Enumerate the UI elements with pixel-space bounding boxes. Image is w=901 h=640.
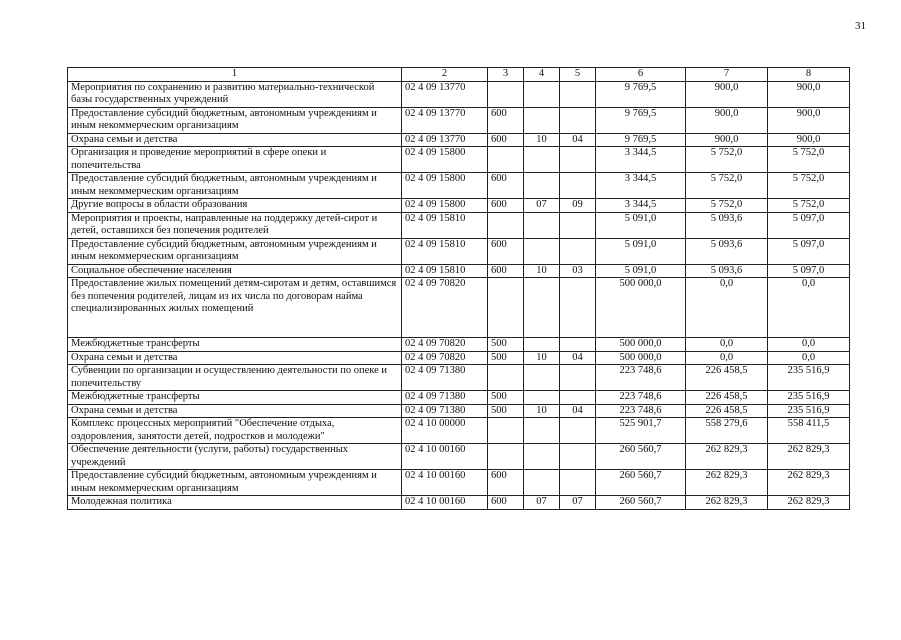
code-cell: 02 4 09 70820	[402, 351, 488, 365]
code-cell: 02 4 09 71380	[402, 404, 488, 418]
rz-cell: 07	[524, 496, 560, 510]
pr-cell	[560, 418, 596, 444]
value-2025-cell: 525 901,7	[596, 418, 686, 444]
table-row	[68, 212, 850, 238]
table-row	[68, 351, 850, 365]
table-row	[68, 404, 850, 418]
pr-cell: 09	[560, 199, 596, 213]
value-2025-cell: 5 091,0	[596, 212, 686, 238]
value-2026-cell: 5 752,0	[686, 147, 768, 173]
value-2027-cell: 235 516,9	[768, 365, 850, 391]
table-row	[68, 199, 850, 213]
value-2026-cell: 5 093,6	[686, 212, 768, 238]
table-header-row	[68, 68, 850, 82]
code-cell: 02 4 09 70820	[402, 278, 488, 338]
pr-cell	[560, 147, 596, 173]
pr-cell: 04	[560, 351, 596, 365]
header-cell: 2	[402, 68, 488, 82]
value-2025-cell: 223 748,6	[596, 404, 686, 418]
vr-cell: 500	[488, 391, 524, 405]
vr-cell	[488, 81, 524, 107]
value-2026-cell: 558 279,6	[686, 418, 768, 444]
value-2026-cell: 226 458,5	[686, 404, 768, 418]
name-cell: Охрана семьи и детства	[68, 404, 402, 418]
vr-cell: 500	[488, 351, 524, 365]
table-row	[68, 444, 850, 470]
rz-cell	[524, 365, 560, 391]
vr-cell	[488, 212, 524, 238]
value-2026-cell: 226 458,5	[686, 391, 768, 405]
value-2025-cell: 5 091,0	[596, 238, 686, 264]
value-2025-cell: 260 560,7	[596, 470, 686, 496]
vr-cell	[488, 444, 524, 470]
vr-cell: 600	[488, 496, 524, 510]
rz-cell: 10	[524, 351, 560, 365]
value-2027-cell: 5 752,0	[768, 173, 850, 199]
rz-cell	[524, 212, 560, 238]
value-2026-cell: 262 829,3	[686, 444, 768, 470]
name-cell: Комплекс процессных мероприятий "Обеспечение отдыха, оздоровления, занятости детей, подростков и молодежи"	[68, 418, 402, 444]
table-row	[68, 496, 850, 510]
pr-cell	[560, 444, 596, 470]
header-cell: 4	[524, 68, 560, 82]
table-row	[68, 338, 850, 352]
code-cell: 02 4 09 15800	[402, 199, 488, 213]
name-cell: Предоставление субсидий бюджетным, автономным учреждениям и иным некоммерческим организациям	[68, 470, 402, 496]
header-cell: 1	[68, 68, 402, 82]
value-2025-cell: 500 000,0	[596, 351, 686, 365]
code-cell: 02 4 10 00000	[402, 418, 488, 444]
name-cell: Предоставление жилых помещений детям-сиротам и детям, оставшимся без попечения родителей, лицам из их числа по договорам найма специализированных жилых помещений	[68, 278, 402, 338]
budget-table	[67, 67, 850, 510]
code-cell: 02 4 09 15810	[402, 264, 488, 278]
name-cell: Субвенции по организации и осуществлению деятельности по опеке и попечительству	[68, 365, 402, 391]
value-2025-cell: 3 344,5	[596, 147, 686, 173]
pr-cell: 04	[560, 133, 596, 147]
name-cell: Предоставление субсидий бюджетным, автономным учреждениям и иным некоммерческим организациям	[68, 107, 402, 133]
rz-cell	[524, 278, 560, 338]
rz-cell	[524, 338, 560, 352]
header-cell: 8	[768, 68, 850, 82]
value-2027-cell: 900,0	[768, 133, 850, 147]
table-row	[68, 470, 850, 496]
value-2025-cell: 223 748,6	[596, 391, 686, 405]
value-2026-cell: 262 829,3	[686, 496, 768, 510]
table-row	[68, 238, 850, 264]
value-2027-cell: 900,0	[768, 107, 850, 133]
table-row	[68, 107, 850, 133]
pr-cell	[560, 81, 596, 107]
header-cell: 5	[560, 68, 596, 82]
value-2027-cell: 5 752,0	[768, 147, 850, 173]
vr-cell: 600	[488, 133, 524, 147]
name-cell: Другие вопросы в области образования	[68, 199, 402, 213]
value-2027-cell: 0,0	[768, 278, 850, 338]
vr-cell: 500	[488, 338, 524, 352]
name-cell: Предоставление субсидий бюджетным, автономным учреждениям и иным некоммерческим организациям	[68, 238, 402, 264]
pr-cell	[560, 107, 596, 133]
value-2025-cell: 223 748,6	[596, 365, 686, 391]
vr-cell: 600	[488, 199, 524, 213]
value-2025-cell: 500 000,0	[596, 338, 686, 352]
name-cell: Мероприятия по сохранению и развитию материально-технической базы государственных учреждений	[68, 81, 402, 107]
page-number: 31	[855, 20, 866, 32]
value-2027-cell: 0,0	[768, 351, 850, 365]
code-cell: 02 4 09 15800	[402, 147, 488, 173]
name-cell: Охрана семьи и детства	[68, 351, 402, 365]
value-2026-cell: 0,0	[686, 278, 768, 338]
pr-cell	[560, 470, 596, 496]
rz-cell	[524, 238, 560, 264]
value-2025-cell: 9 769,5	[596, 81, 686, 107]
pr-cell	[560, 238, 596, 264]
rz-cell	[524, 391, 560, 405]
rz-cell: 10	[524, 404, 560, 418]
value-2025-cell: 500 000,0	[596, 278, 686, 338]
code-cell: 02 4 09 13770	[402, 133, 488, 147]
value-2027-cell: 5 097,0	[768, 264, 850, 278]
table-row	[68, 133, 850, 147]
value-2027-cell: 5 097,0	[768, 212, 850, 238]
value-2027-cell: 558 411,5	[768, 418, 850, 444]
value-2027-cell: 0,0	[768, 338, 850, 352]
name-cell: Межбюджетные трансферты	[68, 391, 402, 405]
value-2026-cell: 900,0	[686, 81, 768, 107]
pr-cell	[560, 173, 596, 199]
rz-cell: 07	[524, 199, 560, 213]
rz-cell	[524, 147, 560, 173]
pr-cell	[560, 365, 596, 391]
rz-cell	[524, 173, 560, 199]
table-row	[68, 418, 850, 444]
vr-cell	[488, 418, 524, 444]
code-cell: 02 4 09 13770	[402, 81, 488, 107]
rz-cell	[524, 444, 560, 470]
value-2027-cell: 5 097,0	[768, 238, 850, 264]
value-2026-cell: 5 093,6	[686, 238, 768, 264]
value-2026-cell: 5 093,6	[686, 264, 768, 278]
vr-cell: 600	[488, 470, 524, 496]
value-2026-cell: 262 829,3	[686, 470, 768, 496]
value-2027-cell: 235 516,9	[768, 404, 850, 418]
header-cell: 3	[488, 68, 524, 82]
rz-cell	[524, 470, 560, 496]
pr-cell	[560, 278, 596, 338]
name-cell: Социальное обеспечение населения	[68, 264, 402, 278]
value-2026-cell: 900,0	[686, 133, 768, 147]
value-2025-cell: 5 091,0	[596, 264, 686, 278]
code-cell: 02 4 09 15800	[402, 173, 488, 199]
value-2027-cell: 5 752,0	[768, 199, 850, 213]
table-row	[68, 391, 850, 405]
name-cell: Организация и проведение мероприятий в сфере опеки и попечительства	[68, 147, 402, 173]
pr-cell	[560, 338, 596, 352]
table-row	[68, 173, 850, 199]
name-cell: Обеспечение деятельности (услуги, работы) государственных учреждений	[68, 444, 402, 470]
pr-cell: 03	[560, 264, 596, 278]
code-cell: 02 4 10 00160	[402, 444, 488, 470]
value-2027-cell: 262 829,3	[768, 496, 850, 510]
table-row	[68, 147, 850, 173]
pr-cell	[560, 391, 596, 405]
code-cell: 02 4 10 00160	[402, 496, 488, 510]
table-row	[68, 365, 850, 391]
vr-cell: 600	[488, 107, 524, 133]
vr-cell	[488, 365, 524, 391]
pr-cell: 04	[560, 404, 596, 418]
value-2026-cell: 900,0	[686, 107, 768, 133]
code-cell: 02 4 09 13770	[402, 107, 488, 133]
name-cell: Межбюджетные трансферты	[68, 338, 402, 352]
code-cell: 02 4 10 00160	[402, 470, 488, 496]
name-cell: Охрана семьи и детства	[68, 133, 402, 147]
code-cell: 02 4 09 70820	[402, 338, 488, 352]
value-2027-cell: 900,0	[768, 81, 850, 107]
value-2026-cell: 226 458,5	[686, 365, 768, 391]
vr-cell: 600	[488, 264, 524, 278]
value-2025-cell: 9 769,5	[596, 133, 686, 147]
value-2025-cell: 260 560,7	[596, 496, 686, 510]
vr-cell	[488, 278, 524, 338]
value-2025-cell: 3 344,5	[596, 199, 686, 213]
value-2025-cell: 9 769,5	[596, 107, 686, 133]
code-cell: 02 4 09 15810	[402, 238, 488, 264]
vr-cell: 500	[488, 404, 524, 418]
rz-cell: 10	[524, 133, 560, 147]
value-2025-cell: 3 344,5	[596, 173, 686, 199]
pr-cell	[560, 212, 596, 238]
table-row	[68, 264, 850, 278]
code-cell: 02 4 09 71380	[402, 391, 488, 405]
vr-cell: 600	[488, 173, 524, 199]
value-2026-cell: 5 752,0	[686, 199, 768, 213]
rz-cell	[524, 81, 560, 107]
name-cell: Мероприятия и проекты, направленные на поддержку детей-сирот и детей, оставшихся без попечения родителей	[68, 212, 402, 238]
value-2026-cell: 0,0	[686, 351, 768, 365]
pr-cell: 07	[560, 496, 596, 510]
code-cell: 02 4 09 71380	[402, 365, 488, 391]
header-cell: 7	[686, 68, 768, 82]
table-row	[68, 81, 850, 107]
table-row	[68, 278, 850, 338]
name-cell: Молодежная политика	[68, 496, 402, 510]
value-2027-cell: 235 516,9	[768, 391, 850, 405]
vr-cell	[488, 147, 524, 173]
rz-cell	[524, 418, 560, 444]
value-2027-cell: 262 829,3	[768, 470, 850, 496]
value-2025-cell: 260 560,7	[596, 444, 686, 470]
value-2026-cell: 0,0	[686, 338, 768, 352]
name-cell: Предоставление субсидий бюджетным, автономным учреждениям и иным некоммерческим организациям	[68, 173, 402, 199]
rz-cell	[524, 107, 560, 133]
vr-cell: 600	[488, 238, 524, 264]
value-2026-cell: 5 752,0	[686, 173, 768, 199]
code-cell: 02 4 09 15810	[402, 212, 488, 238]
header-cell: 6	[596, 68, 686, 82]
value-2027-cell: 262 829,3	[768, 444, 850, 470]
rz-cell: 10	[524, 264, 560, 278]
